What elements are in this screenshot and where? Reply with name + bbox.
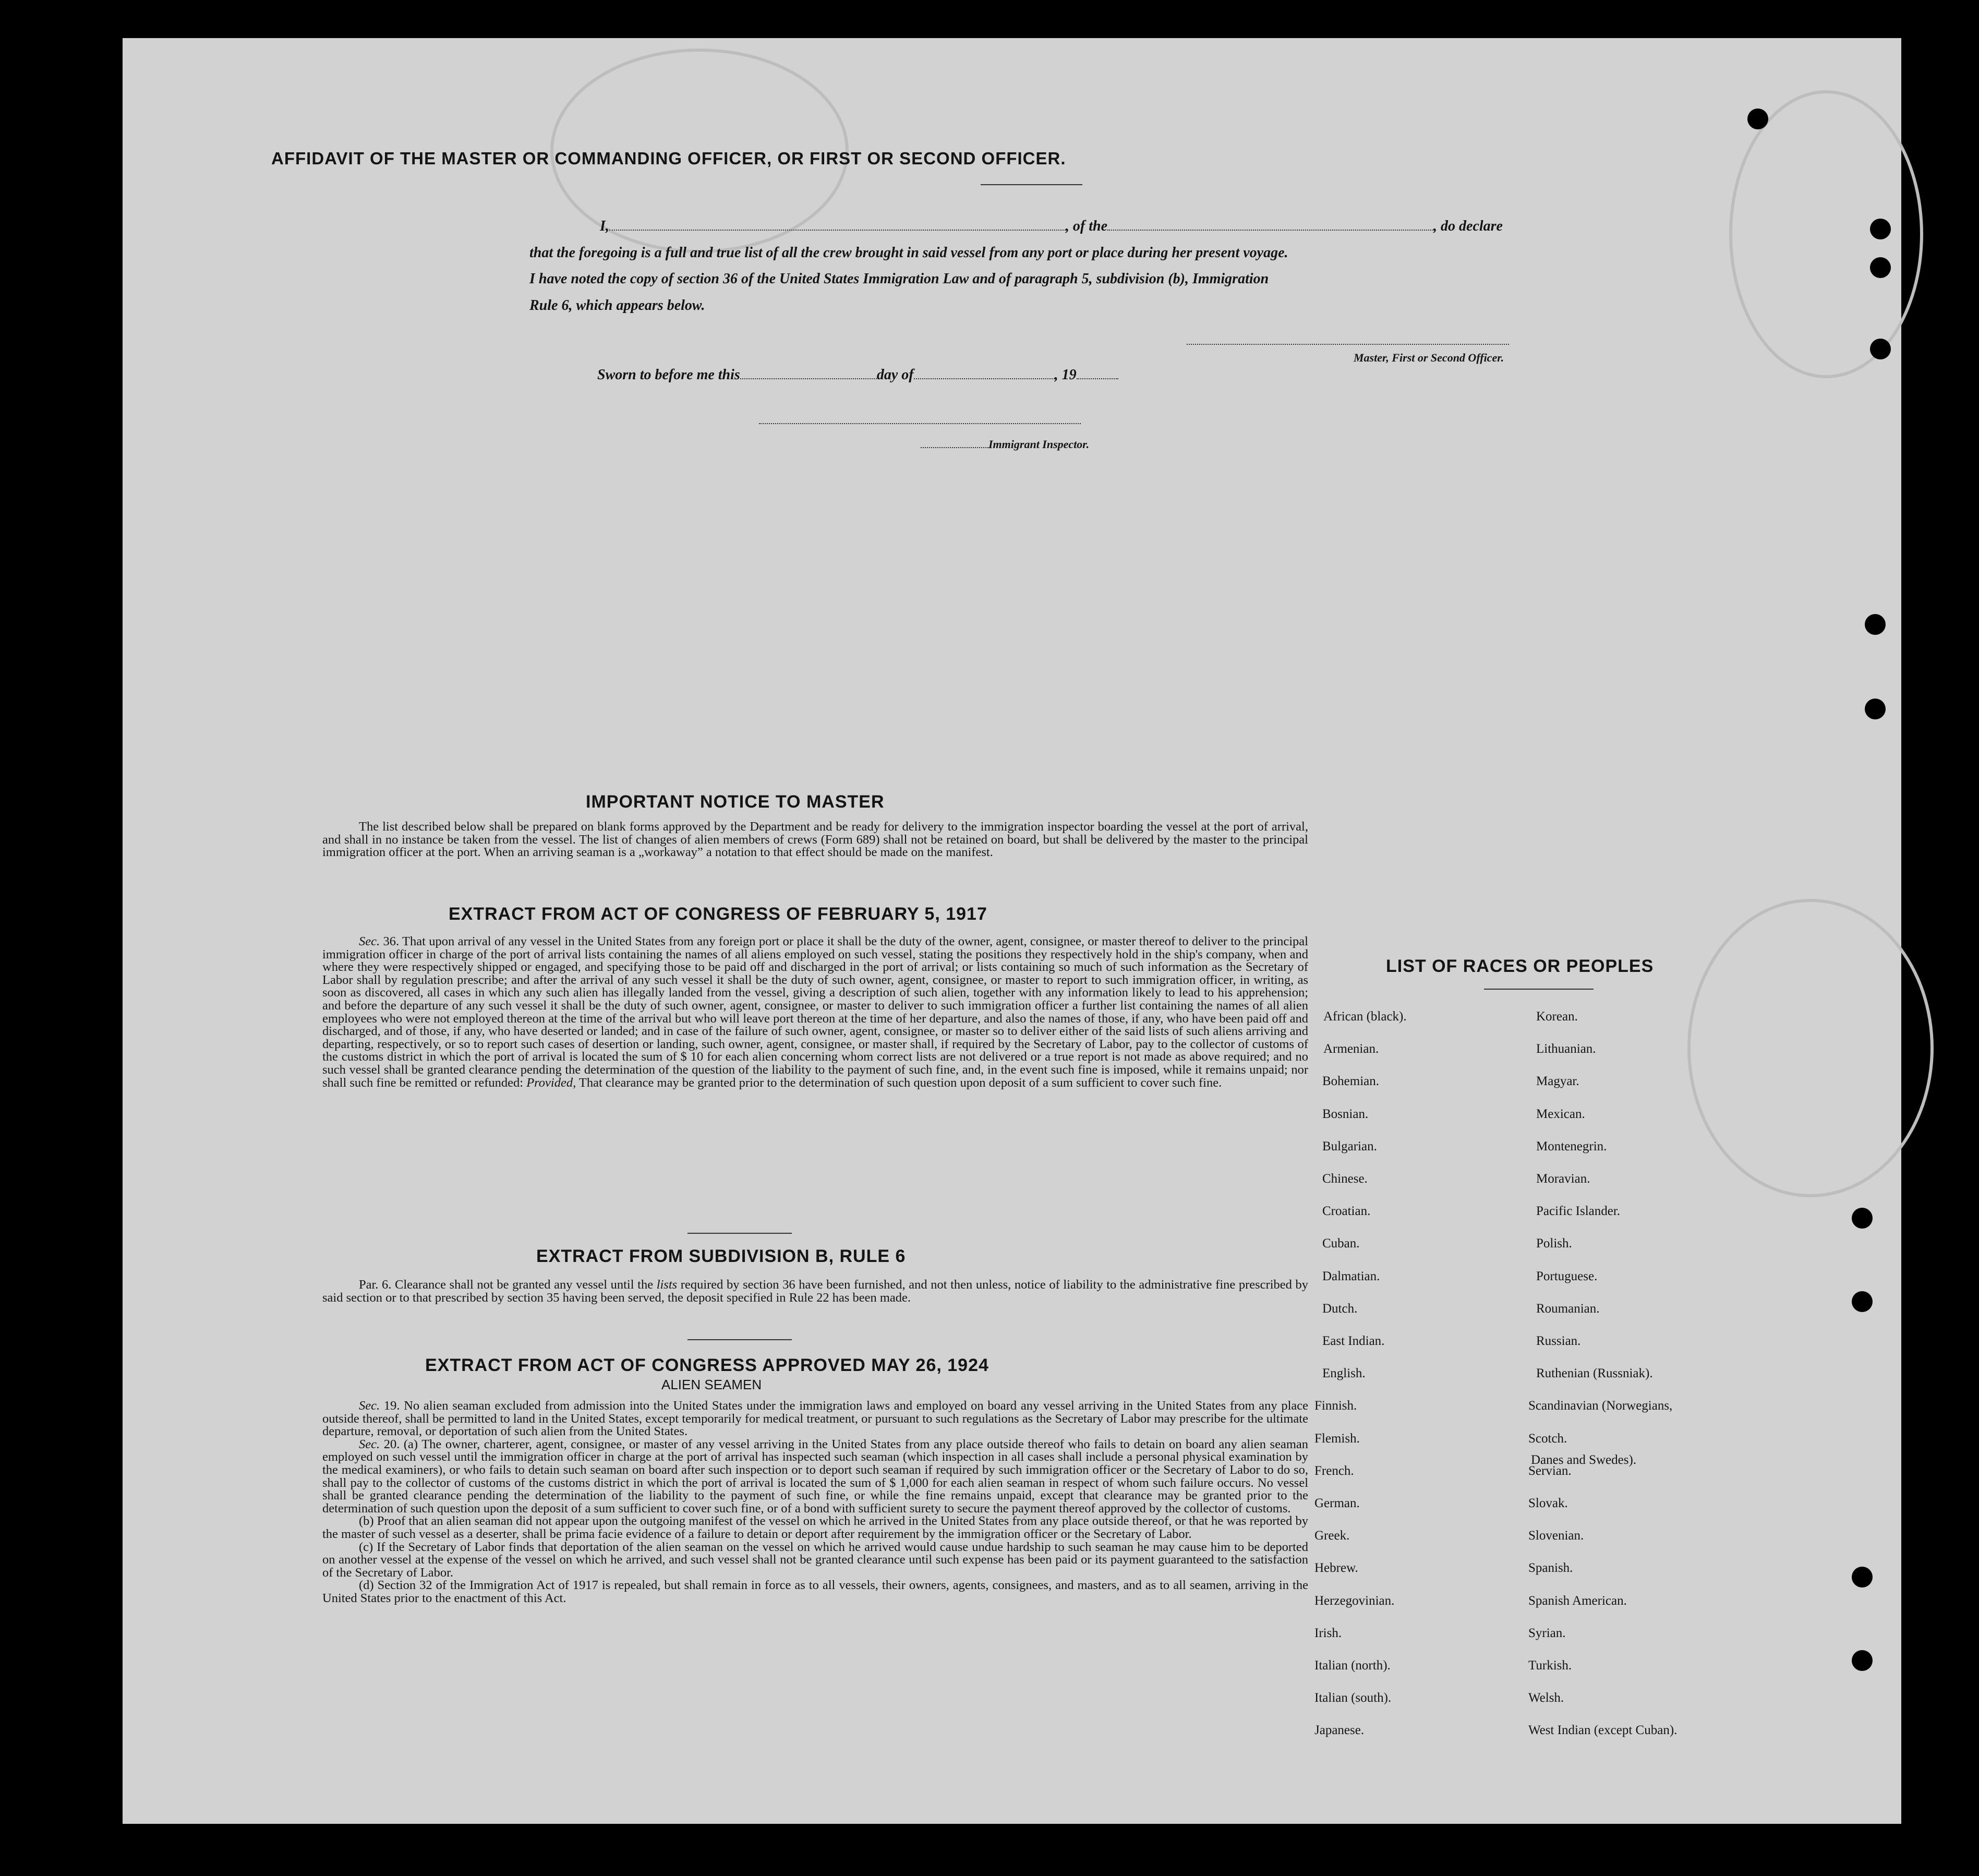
punch-hole bbox=[1865, 699, 1886, 719]
race-item: Portuguese. bbox=[1536, 1269, 1598, 1283]
race-item-continued: Danes and Swedes). bbox=[1531, 1453, 1637, 1467]
affidavit-i: I, bbox=[600, 218, 609, 234]
divider bbox=[687, 1339, 792, 1340]
affidavit-line-3: I have noted the copy of section 36 of the United States Immigration Law and of paragraph 5, subdivision (b), Immigration bbox=[529, 271, 1269, 287]
notice-body bbox=[322, 821, 1308, 859]
notice-title: IMPORTANT NOTICE TO MASTER bbox=[586, 792, 885, 812]
race-item: Dalmatian. bbox=[1322, 1269, 1380, 1283]
notice-text: The list described below shall be prepared on blank forms approved by the Department and be ready for delivery to the immigration inspector boarding the vessel at the port of arrival, and shall in no instance be taken from the vessel. The list of changes of alien members of crews (Form 689) shall not be retained on board, but shall be delivered by the master to the principal immigration officer at the port. When an arriving seaman is a „workaway” a notation to that effect should be made on the manifest. bbox=[322, 820, 1308, 860]
section-36-tail: That clearance may be granted prior to the determination of such question upon deposit of a sum sufficient to cover such fine. bbox=[578, 1075, 1222, 1090]
form-page bbox=[123, 38, 1901, 1824]
extract-1917-title: EXTRACT FROM ACT OF CONGRESS OF FEBRUARY 5, 1917 bbox=[449, 904, 987, 924]
affidavit-declaration-line bbox=[600, 218, 1503, 235]
day-of-text: day of bbox=[876, 367, 914, 383]
sec-label: Sec. bbox=[359, 1437, 380, 1451]
race-item: French. bbox=[1314, 1463, 1354, 1478]
punch-hole bbox=[1747, 109, 1768, 129]
punch-hole bbox=[1852, 1291, 1873, 1312]
sec-19-body: 19. No alien seaman excluded from admission into the United States under the immigration laws and employed on board any vessel arriving in the United States from any place outside thereof, shall be permitted to land in the United States, except temporarily for medical treatment, or pursuant to such regulations as the Secretary of Labor may prescribe for the ultimate departure, removal, or deportation of such alien from the United States. bbox=[322, 1399, 1309, 1439]
par-6-b: required by section 36 have been furnished, and not then unless, notice of liability to the administrative fine prescribed by said section or to that prescribed by section 35 having been served, the deposit specified in Rule 22 has been made. bbox=[322, 1278, 1308, 1305]
extract-1924-body bbox=[322, 1400, 1308, 1605]
section-36-text bbox=[322, 935, 1308, 1089]
punch-hole bbox=[1852, 1650, 1873, 1671]
affidavit-line-2: that the foregoing is a full and true list of all the crew brought in said vessel from any port or place during her present voyage. bbox=[529, 245, 1288, 261]
extract-rule6-body bbox=[322, 1279, 1308, 1304]
sec-20a-body: 20. (a) The owner, charterer, agent, consignee, or master of any vessel arriving in the United States from any place outside thereof who fails to detain on board any alien seaman employed on such vessel until the immigration officer in charge at the port of arrival has inspected such seaman (which inspection in all cases shall include a personal physical examination by the medical examiners), or who fails to detain such seaman on board after such inspection or to deport such seaman if required by such immigration officer or the Secretary of Labor to do so, shall pay to the collector of customs of the customs district in which the port of arrival is located the sum of $ 1,000 for each alien seaman in respect of whom such failure occurs. No vessel shall be granted clearance pending the determination of the liability to the payment of such fine, or while the fine remains unpaid, except that clearance may be granted prior to the determination of such question upon the deposit of a sum sufficient to cover such fine, or of a bond with sufficient surety to secure the payment thereof approved by the collector of customs. bbox=[322, 1437, 1309, 1516]
extract-1924-subtitle: ALIEN SEAMEN bbox=[661, 1377, 762, 1392]
race-item: Slovak. bbox=[1528, 1496, 1568, 1510]
race-item: East Indian. bbox=[1322, 1334, 1385, 1348]
race-item: Bohemian. bbox=[1322, 1074, 1380, 1089]
affidavit-line-4: Rule 6, which appears below. bbox=[529, 297, 705, 314]
extract-rule6-title: EXTRACT FROM SUBDIVISION B, RULE 6 bbox=[536, 1246, 906, 1266]
affidavit-declare: , do declare bbox=[1433, 218, 1503, 234]
extract-1924-title: EXTRACT FROM ACT OF CONGRESS APPROVED MAY 26, 1924 bbox=[425, 1355, 989, 1375]
race-item: Bulgarian. bbox=[1322, 1139, 1377, 1153]
vessel-blank[interactable] bbox=[1107, 219, 1433, 231]
par-6-a: Par. 6. Clearance shall not be granted any vessel until the bbox=[359, 1278, 654, 1292]
affidavit-title: AFFIDAVIT OF THE MASTER OR COMMANDING OFFICER, OR FIRST OR SECOND OFFICER. bbox=[271, 149, 1066, 168]
divider bbox=[1484, 989, 1594, 990]
sworn-line bbox=[597, 367, 1118, 383]
race-item: Greek. bbox=[1314, 1529, 1350, 1543]
master-caption: Master, First or Second Officer. bbox=[1354, 351, 1504, 364]
race-item: Japanese. bbox=[1314, 1723, 1365, 1738]
day-blank[interactable] bbox=[740, 368, 877, 379]
lists-word: lists bbox=[656, 1278, 678, 1292]
race-item: Bosnian. bbox=[1322, 1107, 1369, 1121]
race-item: Welsh. bbox=[1528, 1691, 1564, 1705]
year-blank[interactable] bbox=[1077, 368, 1118, 379]
race-item: Mexican. bbox=[1536, 1107, 1585, 1121]
extract-1917-body bbox=[322, 935, 1308, 1089]
race-item: Servian. bbox=[1528, 1463, 1572, 1478]
race-item: Hebrew. bbox=[1314, 1561, 1358, 1576]
race-item: Slovenian. bbox=[1528, 1529, 1584, 1543]
race-item: Spanish American. bbox=[1528, 1593, 1627, 1608]
sec-label: Sec. bbox=[359, 1399, 380, 1413]
affidavit-of-the: , of the bbox=[1065, 218, 1108, 234]
race-item: Pacific Islander. bbox=[1536, 1204, 1621, 1219]
master-signature-line[interactable] bbox=[1187, 333, 1509, 345]
race-item: Polish. bbox=[1536, 1236, 1572, 1251]
race-item: Chinese. bbox=[1322, 1172, 1368, 1186]
race-item: Montenegrin. bbox=[1536, 1139, 1607, 1153]
race-item: Italian (north). bbox=[1314, 1658, 1391, 1673]
inspector-name-blank[interactable] bbox=[921, 439, 988, 448]
race-item: Herzegovinian. bbox=[1314, 1593, 1395, 1608]
par-6-text bbox=[322, 1279, 1308, 1304]
race-item: Korean. bbox=[1536, 1009, 1578, 1024]
section-36-main: 36. That upon arrival of any vessel in the United States from any foreign port or place it shall be the duty of the owner, agent, consignee, or master thereof to deliver to the principal immigration officer in charge of the port of arrival lists containing the names of all aliens employed on such vessel, stating the positions they respectively hold in the ship's company, when and where they were respectively shipped or engaged, and specifying those to be paid off and discharged in the port of arrival; or lists containing so much of such information as the Secretary of Labor shall by regulation prescribe; and after the arrival of any such vessel it shall be the duty of such owner, agent, consignee, or master to report to such immigration officer, in writing, as soon as discovered, all cases in which any such alien has illegally landed from the vessel, giving a description of such alien, together with any information likely to lead to his apprehension; and before the departure of any such vessel it shall be the duty of such owner, agent, consignee, or master to deliver to such immigration officer a further list containing the names of all alien employees who were not employed thereon at the time of the arrival but who will leave port thereon at the time of her departure, and also the names of those, if any, who have been paid off and discharged, and of those, if any, who have deserted or landed; and in case of the failure of such owner, agent, consignee, or master so to deliver either of the said lists of such aliens arriving and departing, respectively, or so to report such cases of desertion or landing, such owner, agent, consignee, or master shall, if required by the Secretary of Labor, pay to the collector of customs of the customs district in which the port of arrival is located the sum of $ 10 for each alien concerning whom correct lists are not delivered or a true report is not made as above required; and no such vessel shall be granted clearance pending the determination of the question of the liability to the payment of such fine, and, in the event such fine is imposed, while it remains unpaid; nor shall such fine be remitted or refunded: bbox=[322, 934, 1308, 1090]
race-item: Moravian. bbox=[1536, 1172, 1590, 1186]
provided-word: Provided, bbox=[526, 1075, 576, 1090]
sec-19-text bbox=[322, 1400, 1308, 1438]
punch-hole bbox=[1870, 219, 1891, 239]
sec-20a-text bbox=[322, 1438, 1308, 1516]
sec-20b-text: (b) Proof that an alien seaman did not appear upon the outgoing manifest of the vessel on which he arrived in the United States from any place outside thereof, or that he was reported by the master of such vessel as a deserter, shall be prima facie evidence of a failure to detain or deport after requirement by the immigration officer or the Secretary of Labor. bbox=[322, 1514, 1308, 1541]
race-item: Scandinavian (Norwegians, bbox=[1528, 1399, 1673, 1413]
sec-label: Sec. bbox=[359, 934, 380, 948]
race-item: Syrian. bbox=[1528, 1626, 1566, 1640]
divider bbox=[687, 1233, 792, 1234]
sworn-text: Sworn to before me this bbox=[597, 367, 740, 383]
race-item: Finnish. bbox=[1314, 1399, 1357, 1413]
stamp-bleed bbox=[1729, 90, 1923, 378]
race-item: German. bbox=[1314, 1496, 1360, 1510]
race-item: Lithuanian. bbox=[1536, 1042, 1596, 1056]
races-title: LIST OF RACES OR PEOPLES bbox=[1386, 956, 1654, 976]
race-item: Croatian. bbox=[1322, 1204, 1371, 1219]
race-item: Irish. bbox=[1314, 1626, 1342, 1640]
race-item: West Indian (except Cuban). bbox=[1528, 1723, 1678, 1738]
race-item: Turkish. bbox=[1528, 1658, 1572, 1673]
race-item: Russian. bbox=[1536, 1334, 1581, 1348]
inspector-signature-line[interactable] bbox=[759, 413, 1081, 424]
race-item: English. bbox=[1322, 1366, 1366, 1381]
inspector-caption: Immigrant Inspector. bbox=[988, 438, 1090, 451]
race-item: Scotch. bbox=[1528, 1431, 1567, 1446]
race-item: Italian (south). bbox=[1314, 1691, 1392, 1705]
race-item: Armenian. bbox=[1323, 1042, 1379, 1056]
sec-20d-text: (d) Section 32 of the Immigration Act of 1917 is repealed, but shall remain in force as to all vessels, their owners, agents, consignees, and masters, and as to all seamen, arriving in the United States prior to the enactment of this Act. bbox=[322, 1578, 1308, 1605]
month-blank[interactable] bbox=[914, 368, 1055, 379]
inspector-caption-line bbox=[921, 438, 1089, 451]
punch-hole bbox=[1870, 339, 1891, 359]
race-item: Magyar. bbox=[1536, 1074, 1579, 1089]
race-item: Roumanian. bbox=[1536, 1301, 1600, 1316]
divider bbox=[981, 184, 1082, 185]
year-text: , 19 bbox=[1054, 367, 1077, 383]
race-item: Cuban. bbox=[1322, 1236, 1360, 1251]
race-item: Ruthenian (Russniak). bbox=[1536, 1366, 1653, 1381]
race-item: Spanish. bbox=[1528, 1561, 1573, 1576]
punch-hole bbox=[1852, 1208, 1873, 1229]
race-item: Dutch. bbox=[1322, 1301, 1358, 1316]
sec-20c-text: (c) If the Secretary of Labor finds that deportation of the alien seaman on the vessel on which he arrived would cause undue hardship to such seaman he may cause him to be deported on another vessel at the expense of the vessel on which he arrived, and such vessel shall not be granted clearance until such expense has been paid or its payment guaranteed to the satisfaction of the Secretary of Labor. bbox=[322, 1540, 1308, 1580]
punch-hole bbox=[1852, 1567, 1873, 1588]
race-item: African (black). bbox=[1323, 1009, 1407, 1024]
race-item: Flemish. bbox=[1314, 1431, 1360, 1446]
punch-hole bbox=[1865, 614, 1886, 635]
punch-hole bbox=[1870, 257, 1891, 278]
name-blank[interactable] bbox=[609, 219, 1066, 231]
stamp-bleed bbox=[1687, 899, 1934, 1197]
